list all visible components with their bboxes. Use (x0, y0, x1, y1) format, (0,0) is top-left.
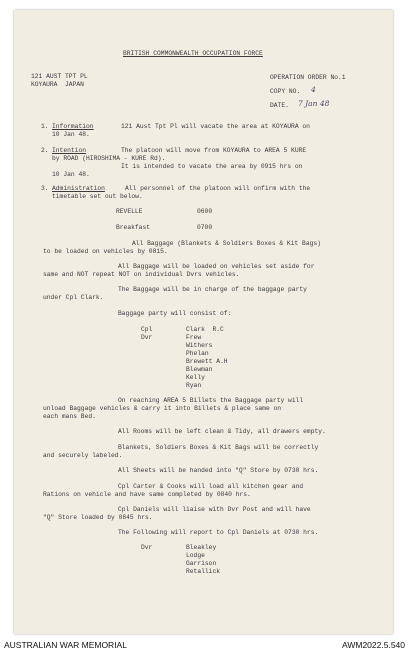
copy-number-handwritten: 4 (311, 85, 316, 94)
party-leader: Clark R.C (186, 326, 224, 333)
paragraph-text: same and NOT repeat NOT on individual Dvrs vehicles. (43, 271, 240, 278)
unit-name: 121 AUST TPT PL (31, 73, 88, 80)
section-3-text: timetable set out below. (52, 193, 143, 200)
unit-location: KOYAURA JAPAN (31, 81, 84, 88)
date-label: DATE. (270, 102, 289, 109)
breakfast-time: 0700 (197, 224, 213, 231)
section-2-title: Intention (52, 147, 87, 154)
baggage-party-member: Phelan (186, 350, 209, 357)
breakfast-label: Breakfast (116, 224, 151, 231)
baggage-party-member: Withers (186, 342, 213, 349)
paragraph-text: On reaching AREA 5 Billets the Baggage party will (118, 397, 304, 404)
paragraph-text: to be loaded on vehicles by 0815. (43, 248, 168, 255)
reveille-time: 0600 (197, 208, 213, 215)
report-party-member: Bleakley (186, 544, 217, 551)
section-1-text: 121 Aust Tpt Pl will vacate the area at KOYAURA on (121, 123, 310, 130)
baggage-party-member: Brewett A.H (186, 358, 228, 365)
report-party-member: Garrison (186, 560, 217, 567)
paragraph-text: All Sheets will be handed into "Q" Store by 0730 hrs. (118, 467, 319, 474)
paragraph-text: The Following will report to Cpl Daniels at 0730 hrs. (118, 529, 319, 536)
section-1-title: Information (52, 123, 94, 130)
paragraph-text: Cpl Carter & Cooks will load all kitchen gear and (118, 483, 304, 490)
paragraph-text: All Baggage (Blankets & Soldiers Boxes & Kit Bags) (132, 240, 321, 247)
paragraph-text: unload Baggage vehicles & carry it into Billets & place same on (43, 405, 282, 412)
section-2-text: It is intended to vacate the area by 0915 hrs on (121, 163, 303, 170)
baggage-party-member: Blewman (186, 366, 213, 373)
paragraph-text: All Rooms will be left clean & Tidy, all drawers empty. (118, 428, 326, 435)
footer-accession-number: AWM2022.5.540 (342, 640, 405, 650)
paragraph-text: Baggage party will consist of: (118, 310, 232, 317)
section-2-text: by ROAD (HIROSHIMA - KURE Rd). (52, 155, 166, 162)
section-1-text: 10 Jan 48. (52, 131, 90, 138)
paragraph-text: and securely labeled. (43, 452, 123, 459)
report-party-member: Retallick (186, 568, 221, 575)
paragraph-text: All Baggage will be loaded on vehicles set aside for (118, 263, 315, 270)
paragraph-text: under Cpl Clark. (43, 294, 104, 301)
section-3-title: Administration (52, 185, 105, 192)
date-handwritten: 7 Jan 48 (298, 99, 330, 108)
order-number: OPERATION ORDER No.1 (270, 74, 346, 81)
rank-dvr-2: Dvr (141, 544, 153, 551)
baggage-party-member: Frew (186, 334, 202, 341)
section-1-number: 1. (41, 123, 49, 130)
baggage-party-member: Kelly (186, 374, 205, 381)
baggage-party-member: Ryan (186, 382, 202, 389)
rank-cpl: Cpl (141, 326, 153, 333)
paragraph-text: The Baggage will be in charge of the baggage party (118, 286, 307, 293)
copy-label: COPY NO. (270, 88, 301, 95)
report-party-member: Lodge (186, 552, 205, 559)
section-2-text: 10 Jan 48. (52, 171, 90, 178)
section-3-text: All personnel of the platoon will onfirm with the (125, 185, 311, 192)
document-heading: BRITISH COMMONWEALTH OCCUPATION FORCE (123, 50, 263, 57)
paragraph-text: Rations on vehicle and have same completed by 0840 hrs. (43, 491, 251, 498)
document-page (14, 10, 393, 634)
paragraph-text: "Q" Store loaded by 0845 hrs. (43, 514, 153, 521)
paragraph-text: Cpl Daniels will liaise with Dvr Post and will have (118, 506, 311, 513)
section-2-number: 2. (41, 147, 49, 154)
reveille-label: REVELLE (116, 208, 143, 215)
section-3-number: 3. (41, 185, 49, 192)
footer-institution: AUSTRALIAN WAR MEMORIAL (4, 640, 127, 650)
rank-dvr: Dvr (141, 334, 153, 341)
section-2-text: The platoon will move from KOYAURA to AREA 5 KURE (121, 147, 307, 154)
paragraph-text: each mans Bed. (43, 413, 96, 420)
paragraph-text: Blankets, Soldiers Boxes & Kit Bags will be correctly (118, 444, 319, 451)
